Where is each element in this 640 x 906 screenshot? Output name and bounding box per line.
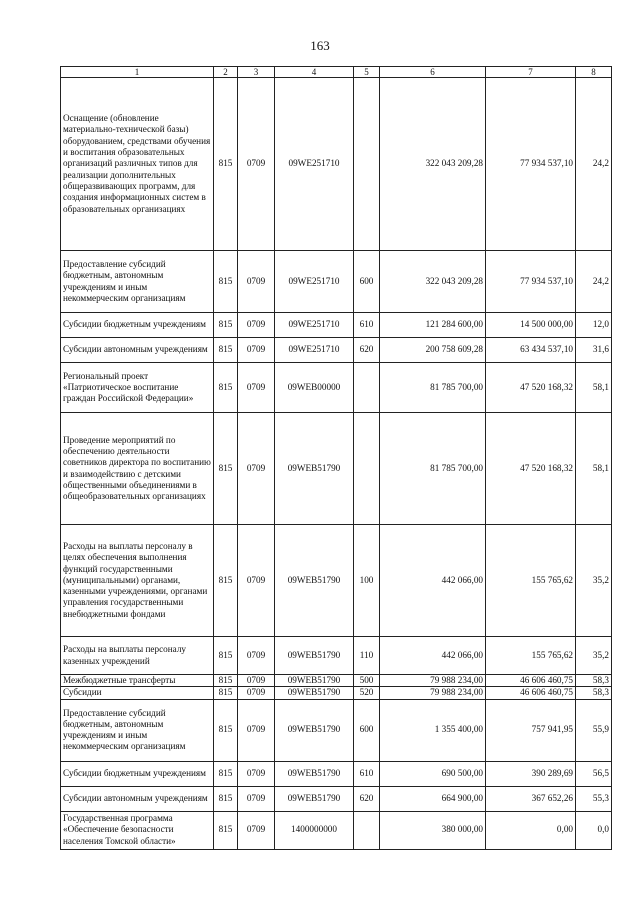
cell-c4: 09WEB51790 [275, 761, 354, 786]
cell-c3: 0709 [238, 675, 275, 687]
cell-c7: 46 606 460,75 [486, 687, 576, 699]
cell-c7: 47 520 168,32 [486, 413, 576, 525]
cell-c6: 690 500,00 [380, 761, 486, 786]
cell-c5: 520 [354, 687, 380, 699]
column-header: 8 [576, 67, 612, 78]
cell-c4: 09WEB51790 [275, 525, 354, 637]
cell-c6: 200 758 609,28 [380, 338, 486, 363]
column-header: 2 [214, 67, 238, 78]
cell-c2: 815 [214, 78, 238, 251]
cell-c2: 815 [214, 313, 238, 338]
cell-c8: 24,2 [576, 78, 612, 251]
cell-c5 [354, 78, 380, 251]
cell-c6: 442 066,00 [380, 637, 486, 675]
cell-c5: 610 [354, 313, 380, 338]
cell-c5: 620 [354, 338, 380, 363]
header-row [61, 67, 612, 78]
row-name: Региональный проект «Патриотическое воспитание граждан Российской Федерации» [61, 363, 214, 413]
row-name: Расходы на выплаты персоналу казенных учреждений [61, 637, 214, 675]
cell-c6: 81 785 700,00 [380, 363, 486, 413]
cell-c5 [354, 811, 380, 849]
cell-c7: 0,00 [486, 811, 576, 849]
column-header: 6 [380, 67, 486, 78]
cell-c2: 815 [214, 675, 238, 687]
cell-c4: 09WE251710 [275, 78, 354, 251]
cell-c6: 380 000,00 [380, 811, 486, 849]
column-header: 4 [275, 67, 354, 78]
cell-c8: 56,5 [576, 761, 612, 786]
row-name: Субсидии [61, 687, 214, 699]
table-row [61, 761, 612, 786]
cell-c4: 09WE251710 [275, 313, 354, 338]
cell-c4: 1400000000 [275, 811, 354, 849]
page-number: 163 [310, 38, 330, 53]
cell-c3: 0709 [238, 78, 275, 251]
cell-c3: 0709 [238, 363, 275, 413]
cell-c7: 390 289,69 [486, 761, 576, 786]
row-name: Государственная программа «Обеспечение безопасности населения Томской области» [61, 811, 214, 849]
cell-c5: 500 [354, 675, 380, 687]
table-row [61, 786, 612, 811]
cell-c5: 100 [354, 525, 380, 637]
cell-c6: 322 043 209,28 [380, 251, 486, 313]
column-header: 5 [354, 67, 380, 78]
cell-c2: 815 [214, 687, 238, 699]
cell-c4: 09WEB51790 [275, 786, 354, 811]
row-name: Субсидии бюджетным учреждениям [61, 761, 214, 786]
cell-c2: 815 [214, 637, 238, 675]
cell-c3: 0709 [238, 251, 275, 313]
cell-c7: 757 941,95 [486, 699, 576, 761]
cell-c6: 322 043 209,28 [380, 78, 486, 251]
cell-c6: 81 785 700,00 [380, 413, 486, 525]
cell-c5 [354, 413, 380, 525]
cell-c5: 600 [354, 251, 380, 313]
cell-c6: 79 988 234,00 [380, 687, 486, 699]
cell-c5: 600 [354, 699, 380, 761]
cell-c2: 815 [214, 761, 238, 786]
cell-c8: 58,3 [576, 675, 612, 687]
cell-c7: 14 500 000,00 [486, 313, 576, 338]
table-row [61, 313, 612, 338]
cell-c8: 35,2 [576, 525, 612, 637]
cell-c2: 815 [214, 811, 238, 849]
table-row [61, 687, 612, 699]
cell-c4: 09WE251710 [275, 251, 354, 313]
cell-c2: 815 [214, 338, 238, 363]
cell-c7: 77 934 537,10 [486, 78, 576, 251]
cell-c7: 155 765,62 [486, 525, 576, 637]
cell-c3: 0709 [238, 761, 275, 786]
cell-c8: 55,9 [576, 699, 612, 761]
cell-c4: 09WEB51790 [275, 413, 354, 525]
cell-c8: 31,6 [576, 338, 612, 363]
cell-c8: 0,0 [576, 811, 612, 849]
table-row [61, 251, 612, 313]
cell-c8: 55,3 [576, 786, 612, 811]
cell-c4: 09WE251710 [275, 338, 354, 363]
budget-table [60, 66, 612, 850]
cell-c6: 121 284 600,00 [380, 313, 486, 338]
cell-c3: 0709 [238, 687, 275, 699]
cell-c3: 0709 [238, 338, 275, 363]
cell-c3: 0709 [238, 811, 275, 849]
row-name: Межбюджетные трансферты [61, 675, 214, 687]
row-name: Субсидии бюджетным учреждениям [61, 313, 214, 338]
cell-c5: 610 [354, 761, 380, 786]
column-header: 3 [238, 67, 275, 78]
cell-c4: 09WEB00000 [275, 363, 354, 413]
cell-c7: 155 765,62 [486, 637, 576, 675]
cell-c4: 09WEB51790 [275, 699, 354, 761]
cell-c7: 367 652,26 [486, 786, 576, 811]
table-row [61, 699, 612, 761]
cell-c3: 0709 [238, 413, 275, 525]
cell-c7: 46 606 460,75 [486, 675, 576, 687]
row-name: Предоставление субсидий бюджетным, автономным учреждениям и иным некоммерческим организациям [61, 699, 214, 761]
cell-c6: 1 355 400,00 [380, 699, 486, 761]
cell-c8: 24,2 [576, 251, 612, 313]
cell-c2: 815 [214, 699, 238, 761]
cell-c3: 0709 [238, 313, 275, 338]
row-name: Оснащение (обновление материально-технической базы) оборудованием, средствами обучения и воспитания образовательных организаций различных типов для реализации дополнительных общеразвивающих программ, для создания информационных систем в образовательных организациях [61, 78, 214, 251]
table-row [61, 338, 612, 363]
cell-c2: 815 [214, 786, 238, 811]
column-header: 7 [486, 67, 576, 78]
cell-c4: 09WEB51790 [275, 675, 354, 687]
cell-c2: 815 [214, 525, 238, 637]
cell-c8: 35,2 [576, 637, 612, 675]
table-row [61, 525, 612, 637]
column-header: 1 [61, 67, 214, 78]
cell-c6: 79 988 234,00 [380, 675, 486, 687]
cell-c7: 63 434 537,10 [486, 338, 576, 363]
table-row [61, 78, 612, 251]
cell-c6: 442 066,00 [380, 525, 486, 637]
cell-c5 [354, 363, 380, 413]
row-name: Предоставление субсидий бюджетным, автономным учреждениям и иным некоммерческим организациям [61, 251, 214, 313]
table-row [61, 363, 612, 413]
cell-c3: 0709 [238, 786, 275, 811]
cell-c5: 620 [354, 786, 380, 811]
table-row [61, 637, 612, 675]
cell-c3: 0709 [238, 525, 275, 637]
cell-c2: 815 [214, 413, 238, 525]
cell-c5: 110 [354, 637, 380, 675]
cell-c7: 77 934 537,10 [486, 251, 576, 313]
row-name: Проведение мероприятий по обеспечению деятельности советников директора по воспитанию и взаимодействию с детскими общественными объединениями в общеобразовательных организациях [61, 413, 214, 525]
cell-c3: 0709 [238, 637, 275, 675]
table-row [61, 675, 612, 687]
cell-c8: 58,3 [576, 687, 612, 699]
cell-c3: 0709 [238, 699, 275, 761]
cell-c8: 58,1 [576, 363, 612, 413]
cell-c7: 47 520 168,32 [486, 363, 576, 413]
row-name: Субсидии автономным учреждениям [61, 338, 214, 363]
cell-c8: 12,0 [576, 313, 612, 338]
cell-c4: 09WEB51790 [275, 637, 354, 675]
cell-c4: 09WEB51790 [275, 687, 354, 699]
table-row [61, 413, 612, 525]
cell-c2: 815 [214, 363, 238, 413]
row-name: Расходы на выплаты персоналу в целях обеспечения выполнения функций государственными (муниципальными) органами, казенными учреждениями, органами управления государственными внебюджетными фондами [61, 525, 214, 637]
cell-c8: 58,1 [576, 413, 612, 525]
cell-c6: 664 900,00 [380, 786, 486, 811]
table-row [61, 811, 612, 849]
cell-c2: 815 [214, 251, 238, 313]
row-name: Субсидии автономным учреждениям [61, 786, 214, 811]
